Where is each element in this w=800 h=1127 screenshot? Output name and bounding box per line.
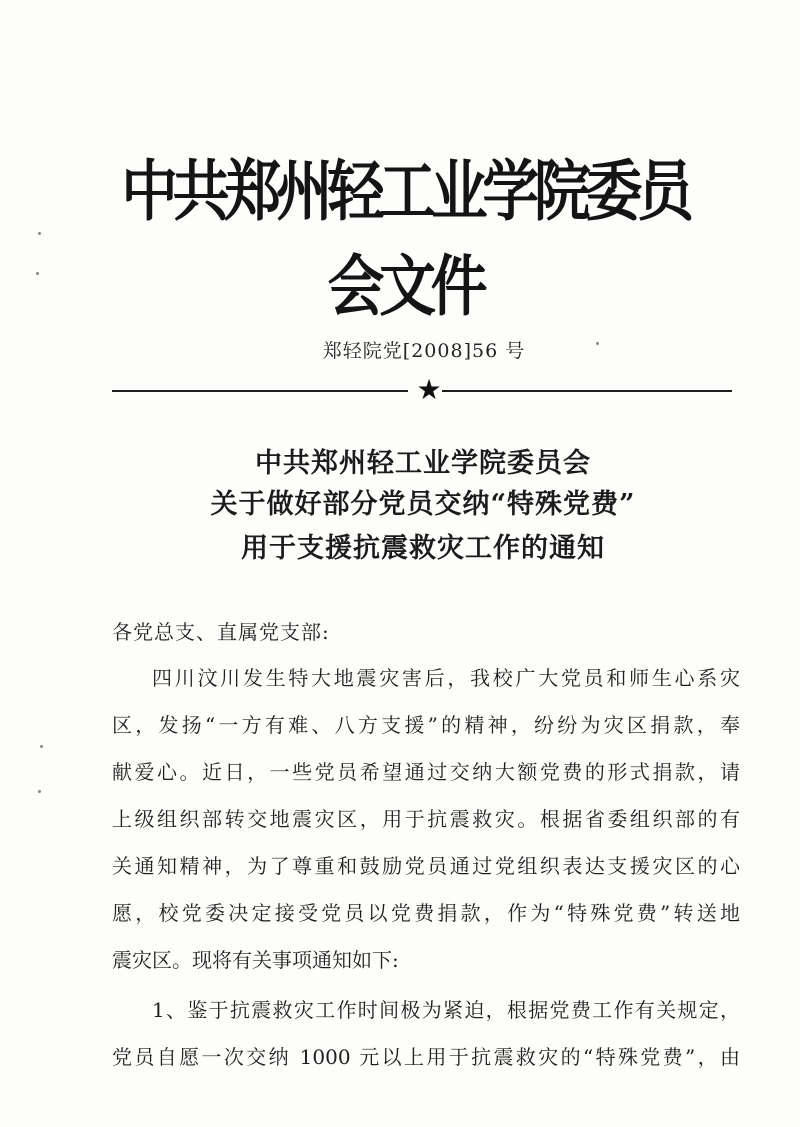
document-header-title: 中共郑州轻工业学院委员会文件	[121, 153, 689, 325]
salutation: 各党总支、直属党支部:	[112, 620, 330, 644]
body-line: 震灾区。现将有关事项通知如下:	[112, 948, 399, 972]
divider-rule-right	[442, 390, 732, 392]
notice-heading-line-1: 中共郑州轻工业学院委员会	[255, 448, 591, 479]
scan-speck	[38, 790, 41, 793]
body-line: 党员自愿一次交纳 1000 元以上用于抗震救灾的“特殊党费”，由	[112, 1045, 740, 1069]
notice-heading-line-3: 用于支援抗震救灾工作的通知	[241, 533, 605, 564]
body-line: 关通知精神，为了尊重和鼓励党员通过党组织表达支援灾区的心	[112, 854, 740, 878]
scan-speck	[38, 232, 41, 235]
header-divider	[112, 374, 732, 414]
scan-speck	[596, 342, 599, 345]
body-line: 上级组织部转交地震灾区，用于抗震救灾。根据省委组织部的有	[112, 807, 740, 831]
scan-speck	[40, 745, 43, 748]
star-icon: ★	[416, 373, 442, 406]
body-line: 区，发扬“一方有难、八方支援”的精神，纷纷为灾区捐款，奉	[112, 713, 740, 737]
notice-heading-line-2: 关于做好部分党员交纳“特殊党费”	[210, 489, 636, 520]
scan-speck	[36, 272, 39, 275]
divider-rule-left	[112, 390, 408, 392]
body-line: 四川汶川发生特大地震灾害后，我校广大党员和师生心系灾	[152, 666, 740, 690]
body-line: 献爱心。近日，一些党员希望通过交纳大额党费的形式捐款，请	[112, 760, 740, 784]
body-line: 愿，校党委决定接受党员以党费捐款，作为“特殊党费”转送地	[112, 901, 740, 925]
body-line: 1、鉴于抗震救灾工作时间极为紧迫，根据党费工作有关规定，	[152, 998, 740, 1022]
document-number: 郑轻院党[2008]56 号	[322, 340, 526, 362]
